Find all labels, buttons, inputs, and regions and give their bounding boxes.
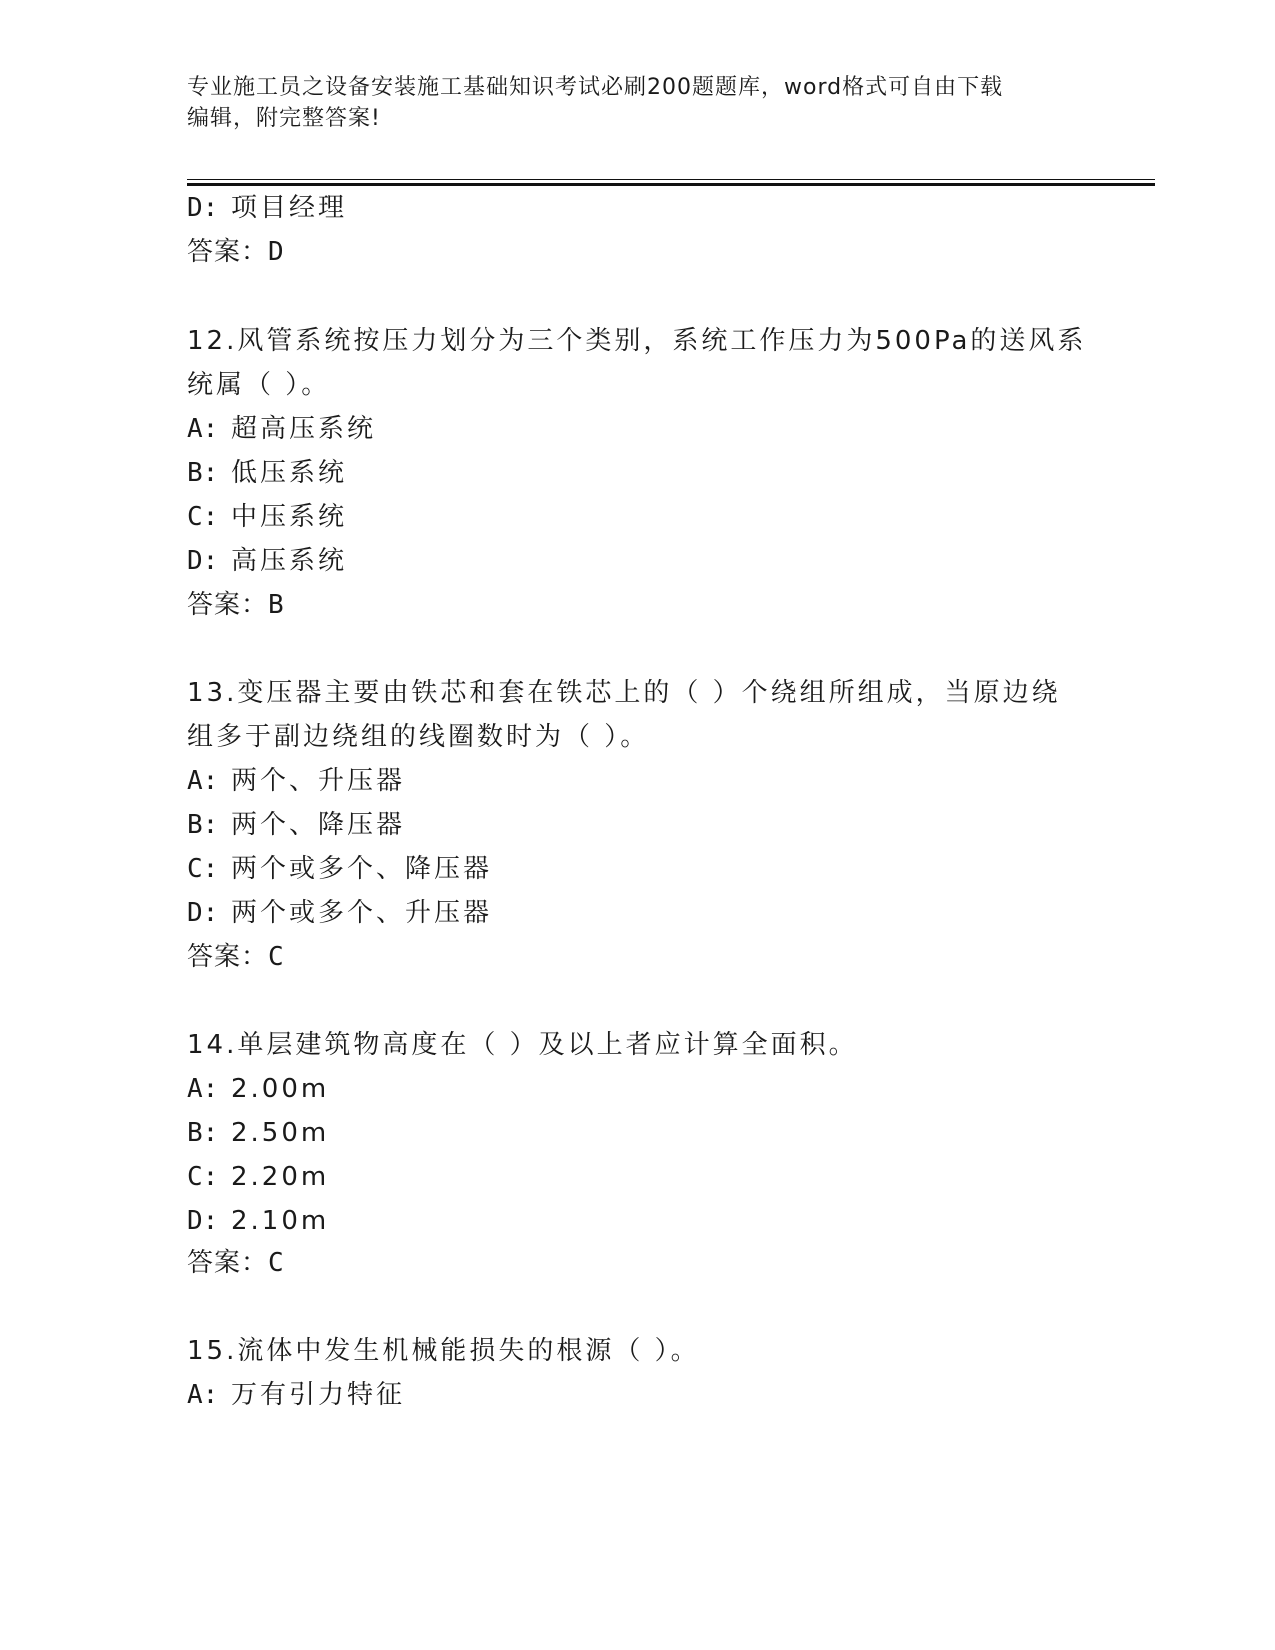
q12-answer	[187, 589, 285, 621]
answer-value: C	[268, 1248, 285, 1278]
option-text: 2.20m	[231, 1162, 330, 1192]
option-text: 低压系统	[231, 458, 348, 488]
option-text: 2.10m	[231, 1206, 330, 1236]
option-label: C:	[187, 1162, 219, 1192]
q15-stem-line-1: 15.流体中发生机械能损失的根源（ ）。	[187, 1336, 700, 1366]
q12-option-a	[187, 413, 376, 445]
document-header	[187, 72, 1087, 134]
q14-option-a	[187, 1073, 329, 1105]
option-label: A:	[187, 766, 219, 796]
header-line-2: 编辑，附完整答案!	[187, 106, 381, 131]
option-text: 万有引力特征	[231, 1380, 406, 1410]
option-label: C:	[187, 854, 219, 884]
option-text: 项目经理	[231, 193, 348, 223]
q13-option-a	[187, 765, 405, 797]
answer-value: D	[268, 237, 285, 267]
option-label: B:	[187, 458, 219, 488]
header-divider-thin	[187, 179, 1155, 180]
answer-label: 答案：	[187, 942, 269, 972]
q14-option-d	[187, 1205, 329, 1237]
answer-label: 答案：	[187, 590, 269, 620]
option-label: D:	[187, 546, 219, 576]
option-text: 中压系统	[231, 502, 348, 532]
q15-option-a	[187, 1379, 405, 1411]
option-label: D:	[187, 898, 219, 928]
q12-option-d	[187, 545, 347, 577]
q14-option-b	[187, 1117, 329, 1149]
option-label: B:	[187, 810, 219, 840]
option-label: D:	[187, 193, 219, 223]
option-text: 两个或多个、降压器	[231, 854, 493, 884]
q12-option-c	[187, 501, 347, 533]
q12-stem-line-2: 统属（ ）。	[187, 370, 331, 400]
option-label: D:	[187, 1206, 219, 1236]
option-text: 两个或多个、升压器	[231, 898, 493, 928]
q13-answer	[187, 941, 285, 973]
q12-stem-line-1: 12.风管系统按压力划分为三个类别，系统工作压力为500Pa的送风系	[187, 326, 1087, 356]
option-label: C:	[187, 502, 219, 532]
q13-stem-line-2: 组多于副边绕组的线圈数时为（ ）。	[187, 722, 650, 752]
option-text: 两个、降压器	[231, 810, 406, 840]
answer-value: C	[268, 942, 285, 972]
q13-option-d	[187, 897, 492, 929]
q14-stem-line-1: 14.单层建筑物高度在（ ）及以上者应计算全面积。	[187, 1030, 858, 1060]
option-text: 2.50m	[231, 1118, 330, 1148]
option-label: A:	[187, 1380, 219, 1410]
answer-value: B	[268, 590, 285, 620]
q11-answer	[187, 236, 285, 268]
q12-option-b	[187, 457, 347, 489]
header-divider-thick	[187, 183, 1155, 186]
option-label: A:	[187, 1074, 219, 1104]
option-text: 2.00m	[231, 1074, 330, 1104]
q14-option-c	[187, 1161, 329, 1193]
q13-option-b	[187, 809, 405, 841]
q14-answer	[187, 1247, 285, 1279]
answer-label: 答案：	[187, 237, 269, 267]
option-text: 高压系统	[231, 546, 348, 576]
option-text: 两个、升压器	[231, 766, 406, 796]
q11-option-d	[187, 192, 347, 224]
option-label: B:	[187, 1118, 219, 1148]
header-line-1: 专业施工员之设备安装施工基础知识考试必刷200题题库，word格式可自由下载	[187, 75, 1004, 100]
q13-option-c	[187, 853, 492, 885]
option-text: 超高压系统	[231, 414, 377, 444]
answer-label: 答案：	[187, 1248, 269, 1278]
option-label: A:	[187, 414, 219, 444]
q13-stem-line-1: 13.变压器主要由铁芯和套在铁芯上的（ ）个绕组所组成，当原边绕	[187, 678, 1061, 708]
